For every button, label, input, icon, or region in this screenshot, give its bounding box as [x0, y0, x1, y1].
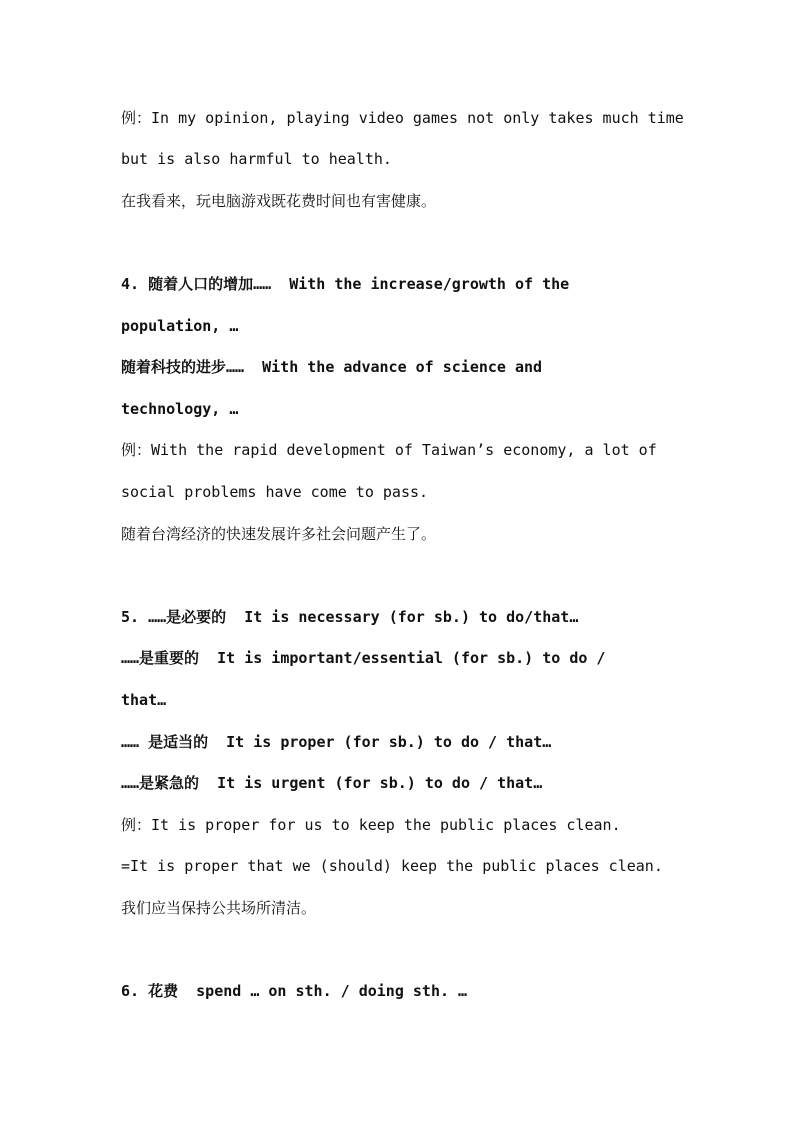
item-4-heading-line-2: population, … [121, 317, 239, 335]
item-4-example-english-line-2: social problems have come to pass. [121, 483, 429, 501]
item-4-example-chinese-translation: 随着台湾经济的快速发展许多社会问题产生了。 [121, 525, 437, 543]
example-3-chinese-translation: 在我看来，玩电脑游戏既花费时间也有害健康。 [121, 192, 437, 210]
item-4-heading-line-3: 随着科技的进步…… With the advance of science and [121, 358, 543, 376]
item-4-example-english-line-1: 例：With the rapid development of Taiwan’s economy, a lot of [121, 441, 657, 459]
example-3-english-line-1: 例：In my opinion, playing video games not only takes much time [121, 109, 684, 127]
item-4-heading-line-1: 4. 随着人口的增加…… With the increase/growth of the [121, 275, 570, 293]
item-4-heading-line-4: technology, … [121, 400, 239, 418]
item-5-heading-line-2: ……是重要的 It is important/essential (for sb.) to do / [121, 649, 606, 667]
item-6-heading-line-1: 6. 花费 spend … on sth. / doing sth. … [121, 982, 468, 1000]
item-5-heading-line-1: 5. ……是必要的 It is necessary (for sb.) to do/that… [121, 608, 579, 626]
item-5-example-chinese-translation: 我们应当保持公共场所清洁。 [121, 899, 317, 917]
example-3-english-line-2: but is also harmful to health. [121, 150, 392, 168]
item-5-example-english-line-1: 例：It is proper for us to keep the public places clean. [121, 816, 621, 834]
item-5-example-english-line-2: =It is proper that we (should) keep the public places clean. [121, 857, 663, 875]
item-5-heading-line-4: …… 是适当的 It is proper (for sb.) to do / that… [121, 733, 552, 751]
item-5-heading-line-3: that… [121, 691, 167, 709]
item-5-heading-line-5: ……是紧急的 It is urgent (for sb.) to do / that… [121, 774, 543, 792]
